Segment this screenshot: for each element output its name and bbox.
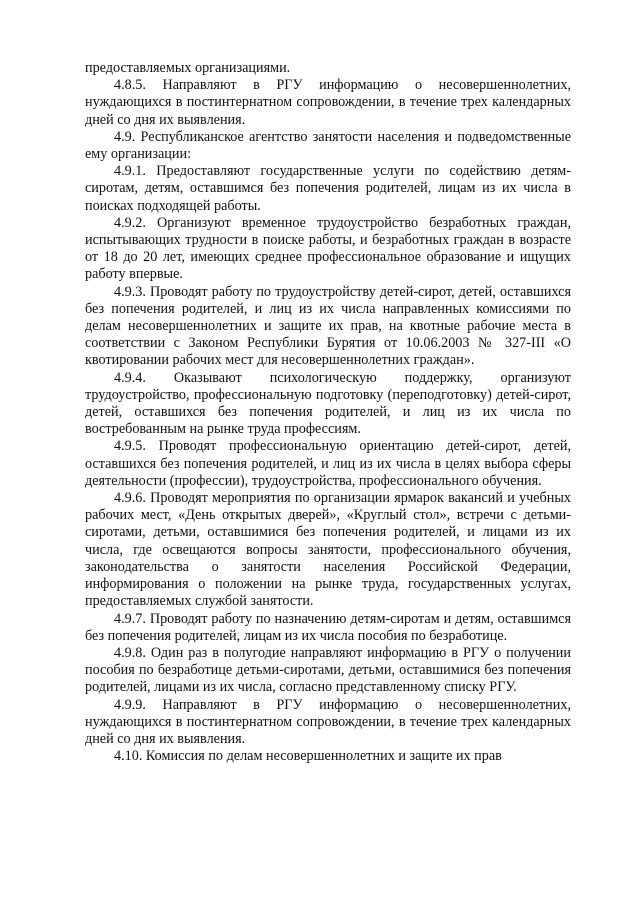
document-body bbox=[85, 60, 571, 765]
paragraph-4-9-9: 4.9.9. Направляют в РГУ информацию о несовершеннолетних, нуждающихся в постинтернатном сопровождении, в течение трех календарных дней со дня их выявления. bbox=[85, 696, 571, 747]
paragraph-4-10: 4.10. Комиссия по делам несовершеннолетних и защите их прав bbox=[114, 748, 502, 765]
paragraph-4-8-5: 4.8.5. Направляют в РГУ информацию о несовершеннолетних, нуждающихся в постинтернатном сопровождении, в течение трех календарных дней со дня их выявления. bbox=[85, 77, 571, 128]
paragraph-4-9-2: 4.9.2. Организуют временное трудоустройство безработных граждан, испытывающих трудности в поиске работы, и безработных граждан в возрасте от 18 до 20 лет, имеющих среднее профессиональное образование и ищущих работу впервые. bbox=[85, 214, 571, 283]
paragraph-4-9-8: 4.9.8. Один раз в полугодие направляют информацию в РГУ о получении пособия по безработице детьми-сиротами, детьми, оставшимися без попечения родителей, лицами из их числа, согласно представленному списку РГУ. bbox=[85, 644, 571, 696]
paragraph-4-9-3: 4.9.3. Проводят работу по трудоустройству детей-сирот, детей, оставшихся без попечения родителей, и лиц из их числа направленных комиссиями по делам несовершеннолетних и защите их прав, на квотные рабочие места в соответствии с Законом Республики Бурятия от 10.06.2003 № 327-III «О квотировании рабочих мест для несовершеннолетних граждан». bbox=[85, 283, 571, 369]
paragraph-4-9: 4.9. Республиканское агентство занятости населения и подведомственные ему организации: bbox=[85, 128, 571, 163]
paragraph-4-9-5: 4.9.5. Проводят профессиональную ориентацию детей-сирот, детей, оставшихся без попечения родителей, и лиц из их числа в целях выбора сферы деятельности (профессии), трудоустройства, профессионального обучения. bbox=[85, 438, 571, 489]
paragraph-4-9-6: 4.9.6. Проводят мероприятия по организации ярмарок вакансий и учебных рабочих мест, «День открытых дверей», «Круглый стол», встречи с детьми-сиротами, детьми, оставшимися без попечения родителей, и лицами из их числа, где освещаются вопросы занятости, профессионального обучения, законодательства о занятости населения Российской Федерации, информирования о положении на рынке труда, государственных услугах, предоставляемых службой занятости. bbox=[85, 490, 571, 610]
paragraph-4-9-1: 4.9.1. Предоставляют государственные услуги по содействию детям-сиротам, детям, оставшимся без попечения родителей, лицам из их числа в поисках подходящей работы. bbox=[85, 163, 571, 214]
paragraph-4-9-4: 4.9.4. Оказывают психологическую поддержку, организуют трудоустройство, профессиональную подготовку (переподготовку) детей-сирот, детей, оставшихся без попечения родителей, и лиц из их числа по востребованным на рынке труда профессиям. bbox=[85, 369, 571, 438]
paragraph-4-9-7: 4.9.7. Проводят работу по назначению детям-сиротам и детям, оставшимся без попечения родителей, лицам из их числа пособия по безработице. bbox=[85, 610, 571, 644]
paragraph-continuation: предоставляемых организациями. bbox=[85, 60, 291, 76]
